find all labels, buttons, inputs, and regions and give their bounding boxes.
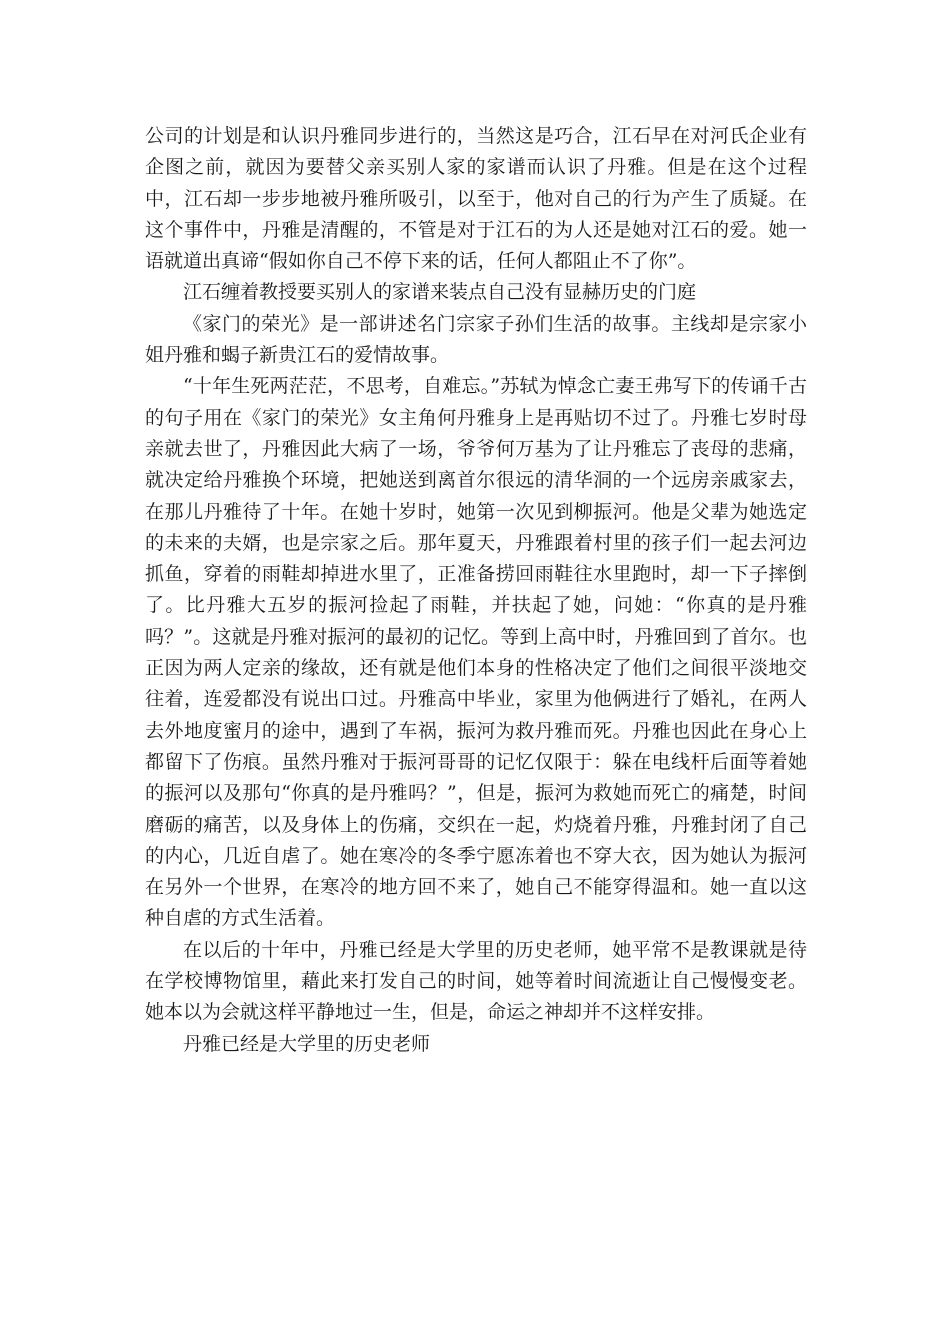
paragraph-intro: 《家门的荣光》是一部讲述名门宗家子孙们生活的故事。主线却是宗家小姐丹雅和蝎子新贵江石的爱情故事。 <box>145 312 807 367</box>
paragraph-later-years: 在以后的十年中，丹雅已经是大学里的历史老师，她平常不是教课就是待在学校博物馆里，藉此来打发自己的时间，她等着时间流逝让自己慢慢变老。她本以为会就这样平静地过一生，但是，命运之神却并不这样安排。 <box>145 938 807 1024</box>
document-body <box>145 121 807 1060</box>
paragraph-continuation: 公司的计划是和认识丹雅同步进行的，当然这是巧合，江石早在对河氏企业有企图之前，就因为要替父亲买别人家的家谱而认识了丹雅。但是在这个过程中，江石却一步步地被丹雅所吸引，以至于，他对自己的行为产生了质疑。在这个事件中，丹雅是清醒的，不管是对于江石的为人还是她对江石的爱。她一语就道出真谛“假如你自己不停下来的话，任何人都阻止不了你”。 <box>145 125 807 273</box>
image-caption: 江石缠着教授要买别人的家谱来装点自己没有显赫历史的门庭 <box>183 281 697 304</box>
paragraph-story: “十年生死两茫茫，不思考，自难忘。”苏轼为悼念亡妻王弗写下的传诵千古的句子用在《家门的荣光》女主角何丹雅身上是再贴切不过了。丹雅七岁时母亲就去世了，丹雅因此大病了一场，爷爷何万基为了让丹雅忘了丧母的悲痛，就决定给丹雅换个环境，把她送到离首尔很远的清华洞的一个远房亲戚家去，在那儿丹雅待了十年。在她十岁时，她第一次见到柳振河。他是父辈为她选定的未来的夫婿，也是宗家之后。那年夏天，丹雅跟着村里的孩子们一起去河边抓鱼，穿着的雨鞋却掉进水里了，正准备捞回雨鞋往水里跑时，却一下子摔倒了。比丹雅大五岁的振河捡起了雨鞋，并扶起了她，问她：“你真的是丹雅吗？”。这就是丹雅对振河的最初的记忆。等到上高中时，丹雅回到了首尔。也正因为两人定亲的缘故，还有就是他们本身的性格决定了他们之间很平淡地交往着，连爱都没有说出口过。丹雅高中毕业，家里为他俩进行了婚礼，在两人去外地度蜜月的途中，遇到了车祸，振河为救丹雅而死。丹雅也因此在身心上都留下了伤痕。虽然丹雅对于振河哥哥的记忆仅限于：躲在电线杆后面等着她的振河以及那句“你真的是丹雅吗？”，但是，振河为救她而死亡的痛楚，时间磨砺的痛苦，以及身体上的伤痛，交织在一起，灼烧着丹雅，丹雅封闭了自己的内心，几近自虐了。她在寒冷的冬季宁愿冻着也不穿大衣，因为她认为振河在另外一个世界，在寒冷的地方回不来了，她自己不能穿得温和。她一直以这种自虐的方式生活着。 <box>145 375 807 930</box>
image-caption: 丹雅已经是大学里的历史老师 <box>183 1032 431 1055</box>
